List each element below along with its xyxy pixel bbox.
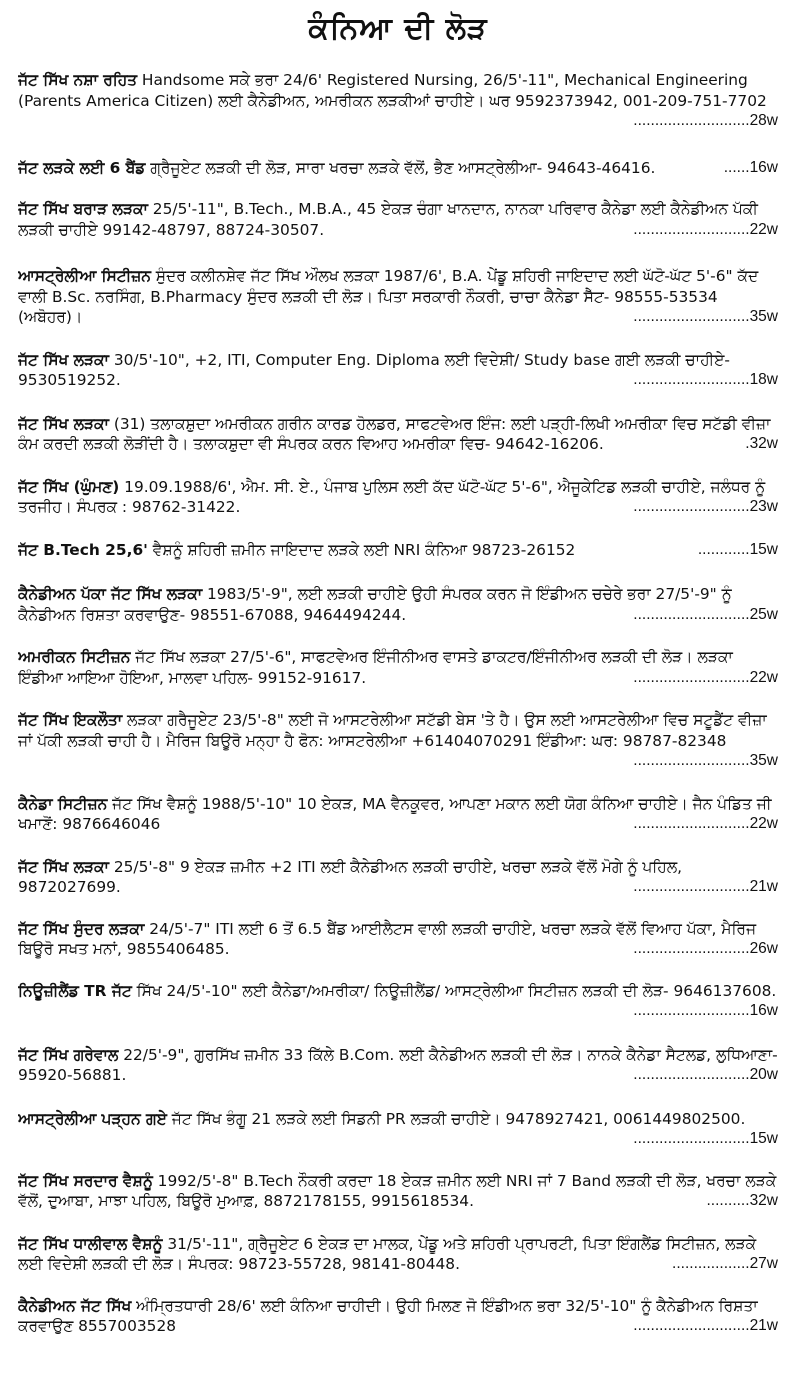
ad-code: 25w xyxy=(749,605,778,623)
ad-body: ਲੜਕਾ ਗਰੈਜੂਏਟ 23/5'-8" ਲਈ ਜੋ ਆਸਟਰੇਲੀਆ ਸਟੱਡੀ ਬੇਸ 'ਤੇ ਹੈ। ਉਸ ਲਈ ਆਸਟਰੇਲੀਆ ਵਿਚ ਸਟੂਡੈਂਟ ਵੀਜ਼ਾ ਜਾਂ ਪੱਕੀ ਲੜਕੀ ਚਾਹੀ ਹੈ। ਮੈਰਿਜ ਬਿਊਰੋ ਮਨ੍ਹਾ ਹੈ ਫੋਨ: ਆਸਟਰੇਲੀਆ +61404070291 ਇੰਡੀਆ: ਘਰ: 98787-82348 xyxy=(18,711,767,750)
ad-body: 22/5'-9", ਗੁਰਸਿੱਖ ਜ਼ਮੀਨ 33 ਕਿੱਲੇ B.Com. ਲਈ ਕੈਨੇਡੀਅਨ ਲੜਕੀ ਦੀ ਲੋੜ। ਨਾਨਕੇ ਕੈਨੇਡਾ ਸੈਟਲਡ, ਲੁਧਿਆਣਾ- 95920-56881. xyxy=(18,1045,778,1084)
ad-body: 30/5'-10", +2, ITI, Computer Eng. Diploma ਲਈ ਵਿਦੇਸ਼ੀ/ Study base ਗਈ ਲੜਕੀ ਚਾਹੀਏ- 9530519252. xyxy=(18,350,730,389)
ad-leader-dots: .................. xyxy=(672,1255,750,1272)
ad-body: ਜੱਟ ਸਿੱਖ ਭੰਗੂ 21 ਲੜਕੇ ਲਈ ਸਿਡਨੀ PR ਲੜਕੀ ਚਾਹੀਏ। 9478927421, 0061449802500. xyxy=(166,1109,746,1128)
ad-entry xyxy=(18,350,778,391)
ad-entry xyxy=(18,1234,778,1275)
ad-entry xyxy=(18,981,778,1022)
ad-leader-dots: . xyxy=(745,435,750,452)
ad-heading: ਜੱਟ ਸਿੱਖ ਸੁੰਦਰ ਲੜਕਾ xyxy=(18,919,145,938)
ad-body: ਸਿੱਖ 24/5'-10" ਲਈ ਕੈਨੇਡਾ/ਅਮਰੀਕਾ/ ਨਿਊਜ਼ੀਲੈਂਡ/ ਆਸਟ੍ਰੇਲੀਆ ਸਿਟੀਜ਼ਨ ਲੜਕੀ ਦੀ ਲੋੜ- 9646137608. xyxy=(131,981,777,1000)
ad-code: 21w xyxy=(749,878,778,895)
ad-code: 16w xyxy=(749,158,778,176)
ad-code: 35w xyxy=(749,752,778,769)
ad-body: 25/5'-11", B.Tech., M.B.A., 45 ਏਕੜ ਚੰਗਾ ਖਾਨਦਾਨ, ਨਾਨਕਾ ਪਰਿਵਾਰ ਕੈਨੇਡਾ ਲਈ ਕੈਨੇਡੀਅਨ ਪੱਕੀ ਲੜਕੀ ਚਾਹੀਏ 99142-48797, 88724-30507. xyxy=(18,200,758,239)
ad-heading: ਜੱਟ B.Tech 25,6' xyxy=(18,540,148,559)
ad-leader-dots: ........................... xyxy=(633,371,750,388)
ad-entry xyxy=(18,266,778,328)
ad-leader-dots: ........................... xyxy=(633,498,750,515)
ad-code-tail xyxy=(698,540,778,561)
ad-code: 23w xyxy=(749,498,778,515)
ad-leader-dots: ........................... xyxy=(633,1066,750,1083)
ad-code-tail xyxy=(633,939,778,960)
ad-code-tail xyxy=(633,1001,778,1022)
ad-code-tail xyxy=(633,1316,778,1337)
ad-leader-dots: ........................... xyxy=(633,1317,750,1334)
ad-entry xyxy=(18,857,778,898)
page-title: ਕੰਨਿਆ ਦੀ ਲੋੜ xyxy=(308,11,488,46)
ad-heading: ਅਮਰੀਕਨ ਸਿਟੀਜ਼ਨ xyxy=(18,648,131,666)
ad-leader-dots: ...... xyxy=(723,158,750,176)
ad-code: 18w xyxy=(749,371,778,388)
ad-heading: ਜੱਟ ਸਿੱਖ (ਘੁੰਮਣ) xyxy=(18,477,120,496)
ad-body: ਵੈਸ਼ਨੂੰ ਸ਼ਹਿਰੀ ਜ਼ਮੀਨ ਜਾਇਦਾਦ ਲੜਕੇ ਲਈ NRI ਕੰਨਿਆ 98723-26152 xyxy=(147,540,576,559)
ad-body: 31/5'-11", ਗ੍ਰੈਜੂਏਟ 6 ਏਕੜ ਦਾ ਮਾਲਕ, ਪੇਂਡੂ ਅਤੇ ਸ਼ਹਿਰੀ ਪ੍ਰਾਪਰਟੀ, ਪਿਤਾ ਇੰਗਲੈਂਡ ਸਿਟੀਜ਼ਨ, ਲੜਕੇ ਲਈ ਵਿਦੇਸ਼ੀ ਲੜਕੀ ਦੀ ਲੋੜ। ਸੰਪਰਕ: 98723-55728, 98141-80448. xyxy=(18,1234,757,1273)
ad-code-tail xyxy=(633,370,778,391)
ad-code-tail xyxy=(706,1191,778,1212)
ad-code: 35w xyxy=(749,308,778,325)
ad-code-tail xyxy=(745,434,778,455)
ad-entry xyxy=(18,919,778,960)
ad-code: 22w xyxy=(749,668,778,686)
ad-code: 22w xyxy=(749,220,778,238)
ad-code-tail xyxy=(633,605,778,626)
ad-leader-dots: ........................... xyxy=(633,815,750,832)
ad-code-tail xyxy=(633,1065,778,1086)
ad-heading: ਕੈਨੇਡੀਅਨ ਪੱਕਾ ਜੱਟ ਸਿੱਖ ਲੜਕਾ xyxy=(18,585,203,603)
ad-code-tail xyxy=(633,877,778,898)
ad-code-tail xyxy=(633,814,778,835)
ad-leader-dots: ........................... xyxy=(633,1002,750,1019)
ad-heading: ਨਿਊਜ਼ੀਲੈਂਡ TR ਜੱਟ xyxy=(18,981,132,1000)
ad-code-tail xyxy=(724,158,778,179)
ad-code: 15w xyxy=(749,1130,778,1147)
ad-heading: ਆਸਟ੍ਰੇਲੀਆ ਸਿਟੀਜ਼ਨ xyxy=(18,267,151,285)
ad-body: ਸੁੰਦਰ ਕਲੀਨਸ਼ੇਵ ਜੱਟ ਸਿੱਖ ਔਲਖ ਲੜਕਾ 1987/6', B.A. ਪੇਂਡੂ ਸ਼ਹਿਰੀ ਜਾਇਦਾਦ ਲਈ ਘੱਟੋ-ਘੱਟ 5'-6" ਕੱਦ ਵਾਲੀ B.Sc. ਨਰਸਿੰਗ, B.Pharmacy ਸੁੰਦਰ ਲੜਕੀ ਦੀ ਲੋੜ। ਪਿਤਾ ਸਰਕਾਰੀ ਨੌਕਰੀ, ਚਾਚਾ ਕੈਨੇਡਾ ਸੈੱਟ- 98555-53534 (ਅਬੋਹਰ)। xyxy=(18,267,759,326)
ad-code: 32w xyxy=(749,1192,778,1209)
ad-entry xyxy=(18,584,778,625)
ad-entry xyxy=(18,1171,778,1212)
ad-entry xyxy=(18,1109,778,1150)
ad-entry xyxy=(18,794,778,835)
ad-body: 1992/5'-8" B.Tech ਨੌਕਰੀ ਕਰਦਾ 18 ਏਕੜ ਜ਼ਮੀਨ ਲਈ NRI ਜਾਂ 7 Band ਲੜਕੀ ਦੀ ਲੋੜ, ਖਰਚਾ ਲੜਕੇ ਵੱਲੋਂ, ਦੁਆਬਾ, ਮਾਝਾ ਪਹਿਲ, ਬਿਊਰੋ ਮੁਆਫ਼, 8872178155, 9915618534. xyxy=(18,1171,777,1210)
ad-entry xyxy=(18,414,778,455)
ad-code: 15w xyxy=(749,540,778,558)
ad-code: 22w xyxy=(749,815,778,832)
ad-body: 24/5'-7" ITI ਲਈ 6 ਤੋਂ 6.5 ਬੈਂਡ ਆਈਲੈਟਸ ਵਾਲੀ ਲੜਕੀ ਚਾਹੀਏ, ਖਰਚਾ ਲੜਕੇ ਵੱਲੋਂ ਵਿਆਹ ਪੱਕਾ, ਮੈਰਿਜ ਬਿਊਰੋ ਸਖਤ ਮਨਾਂ, 9855406485. xyxy=(18,919,757,958)
ad-body: 25/5'-8" 9 ਏਕੜ ਜ਼ਮੀਨ +2 ITI ਲਈ ਕੈਨੇਡੀਅਨ ਲੜਕੀ ਚਾਹੀਏ, ਖਰਚਾ ਲੜਕੇ ਵੱਲੋਂ ਮੋਗੇ ਨੂੰ ਪਹਿਲ, 9872027699. xyxy=(18,857,682,896)
ad-leader-dots: ........................... xyxy=(633,668,750,686)
ad-entry xyxy=(18,647,778,688)
ad-leader-dots: .......... xyxy=(706,1192,750,1209)
ad-leader-dots: ........................... xyxy=(633,752,750,769)
ad-body: ਗ੍ਰੈਜੂਏਟ ਲੜਕੀ ਦੀ ਲੋੜ, ਸਾਰਾ ਖਰਚਾ ਲੜਕੇ ਵੱਲੋਂ, ਭੈਣ ਆਸਟ੍ਰੇਲੀਆ- 94643-46416. xyxy=(145,158,656,177)
ad-body: 19.09.1988/6', ਐਮ. ਸੀ. ਏ., ਪੰਜਾਬ ਪੁਲਿਸ ਲਈ ਕੱਦ ਘੱਟੋ-ਘੱਟ 5'-6", ਐਜੂਕੇਟਿਡ ਲੜਕੀ ਚਾਹੀਏ, ਜਲੰਧਰ ਨੂੰ ਤਰਜੀਹ। ਸੰਪਰਕ : 98762-31422. xyxy=(18,477,766,516)
ad-entry xyxy=(18,710,778,772)
ad-heading: ਜੱਟ ਸਿੱਖ ਲੜਕਾ xyxy=(18,857,109,876)
ad-code-tail xyxy=(633,307,778,328)
ad-leader-dots: ........................... xyxy=(633,1130,750,1147)
ad-leader-dots: ........................... xyxy=(633,308,750,325)
ads-list xyxy=(18,70,778,1337)
ad-entry xyxy=(18,1296,778,1337)
ad-code-tail xyxy=(633,111,778,132)
ad-code: 16w xyxy=(749,1002,778,1019)
ad-body: ਜੱਟ ਸਿੱਖ ਲੜਕਾ 27/5'-6", ਸਾਫਟਵੇਅਰ ਇੰਜੀਨੀਅਰ ਵਾਸਤੇ ਡਾਕਟਰ/ਇੰਜੀਨੀਅਰ ਲੜਕੀ ਦੀ ਲੋੜ। ਲੜਕਾ ਇੰਡੀਆ ਆਇਆ ਹੋਇਆ, ਮਾਲਵਾ ਪਹਿਲ- 99152-91617. xyxy=(18,648,733,687)
ad-heading: ਜੱਟ ਸਿੱਖ ਗਰੇਵਾਲ xyxy=(18,1045,119,1064)
ad-leader-dots: ........................... xyxy=(633,605,750,623)
ad-leader-dots: ........................... xyxy=(633,940,750,957)
ad-code: 27w xyxy=(749,1255,778,1272)
ad-code-tail xyxy=(633,220,778,241)
ad-heading: ਜੱਟ ਸਿੱਖ ਬਰਾੜ ਲੜਕਾ xyxy=(18,200,148,218)
ad-entry xyxy=(18,1045,778,1086)
ad-entry xyxy=(18,477,778,518)
ad-heading: ਜੱਟ ਸਿੱਖ ਲੜਕਾ xyxy=(18,350,109,369)
ad-heading: ਜੱਟ ਸਿੱਖ ਸਰਦਾਰ ਵੈਸ਼ਨੂੰ xyxy=(18,1171,153,1190)
ad-heading: ਜੱਟ ਸਿੱਖ ਇਕਲੌਤਾ xyxy=(18,711,123,729)
ad-heading: ਜੱਟ ਸਿੱਖ ਨਸ਼ਾ ਰਹਿਤ xyxy=(18,71,138,89)
ad-heading: ਜੱਟ ਲੜਕੇ ਲਈ 6 ਬੈਂਡ xyxy=(18,158,146,177)
ad-code-tail xyxy=(633,751,778,772)
ad-heading: ਜੱਟ ਸਿੱਖ ਲੜਕਾ xyxy=(18,414,109,433)
ad-heading: ਆਸਟ੍ਰੇਲੀਆ ਪੜ੍ਹਨ ਗਏ xyxy=(18,1109,167,1128)
ad-entry xyxy=(18,199,778,240)
ad-leader-dots: ........................... xyxy=(633,220,750,238)
ad-entry xyxy=(18,540,778,561)
ad-code: 21w xyxy=(749,1317,778,1334)
ad-code-tail xyxy=(633,668,778,689)
ad-code: 28w xyxy=(749,112,778,129)
ad-heading: ਜੱਟ ਸਿੱਖ ਧਾਲੀਵਾਲ ਵੈਸ਼ਨੂੰ xyxy=(18,1234,163,1253)
ad-entry xyxy=(18,158,778,179)
ad-leader-dots: ........................... xyxy=(633,112,750,129)
ad-code-tail xyxy=(672,1254,778,1275)
ad-code: 26w xyxy=(749,940,778,957)
ad-code-tail xyxy=(633,497,778,518)
ad-body: Handsome ਸਕੇ ਭਰਾ 24/6' Registered Nursing, 26/5'-11", Mechanical Engineering (Parents America Citizen) ਲਈ ਕੈਨੇਡੀਅਨ, ਅਮਰੀਕਨ ਲੜਕੀਆਂ ਚਾਹੀਏ। ਘਰ 9592373942, 001-209-751-7702 xyxy=(18,71,767,110)
ad-body: ਅੰਮ੍ਰਿਤਧਾਰੀ 28/6' ਲਈ ਕੰਨਿਆ ਚਾਹੀਦੀ। ਉਹੀ ਮਿਲਣ ਜੋ ਇੰਡੀਅਨ ਭਰਾ 32/5'-10" ਨੂੰ ਕੈਨੇਡੀਅਨ ਰਿਸ਼ਤਾ ਕਰਵਾਉਣ 8557003528 xyxy=(18,1296,758,1335)
ad-body: (31) ਤਲਾਕਸ਼ੁਦਾ ਅਮਰੀਕਨ ਗਰੀਨ ਕਾਰਡ ਹੋਲਡਰ, ਸਾਫਟਵੇਅਰ ਇੰਜ: ਲਈ ਪੜ੍ਹੀ-ਲਿਖੀ ਅਮਰੀਕਾ ਵਿਚ ਸਟੱਡੀ ਵੀਜ਼ਾ ਕੰਮ ਕਰਦੀ ਲੜਕੀ ਲੋੜੀਂਦੀ ਹੈ। ਤਲਾਕਸ਼ੁਦਾ ਵੀ ਸੰਪਰਕ ਕਰਨ ਵਿਆਹ ਅਮਰੀਕਾ ਵਿਚ- 94642-16206. xyxy=(18,414,771,453)
ad-heading: ਕੈਨੇਡਾ ਸਿਟੀਜ਼ਨ xyxy=(18,794,108,813)
ad-body: 1983/5'-9", ਲਈ ਲੜਕੀ ਚਾਹੀਏ ਉਹੀ ਸੰਪਰਕ ਕਰਨ ਜੋ ਇੰਡੀਅਨ ਚਚੇਰੇ ਭਰਾ 27/5'-9" ਨੂੰ ਕੈਨੇਡੀਅਨ ਰਿਸ਼ਤਾ ਕਰਵਾਉਣ- 98551-67088, 9464494244. xyxy=(18,585,732,624)
ad-code: 32w xyxy=(749,435,778,452)
ad-code-tail xyxy=(633,1129,778,1150)
ad-leader-dots: ........................... xyxy=(633,878,750,895)
ad-code: 20w xyxy=(749,1066,778,1083)
ad-leader-dots: ............ xyxy=(697,540,750,558)
ad-heading: ਕੈਨੇਡੀਅਨ ਜੱਟ ਸਿੱਖ xyxy=(18,1296,132,1315)
ad-entry xyxy=(18,70,778,132)
ad-body: ਜੱਟ ਸਿੱਖ ਵੈਸ਼ਨੂੰ 1988/5'-10" 10 ਏਕੜ, MA ਵੈਨਕੂਵਰ, ਆਪਣਾ ਮਕਾਨ ਲਈ ਯੋਗ ਕੰਨਿਆ ਚਾਹੀਏ। ਜੈਨ ਪੰਡਿਤ ਜੀ ਖਮਾਣੋਂ: 9876646046 xyxy=(18,794,772,833)
